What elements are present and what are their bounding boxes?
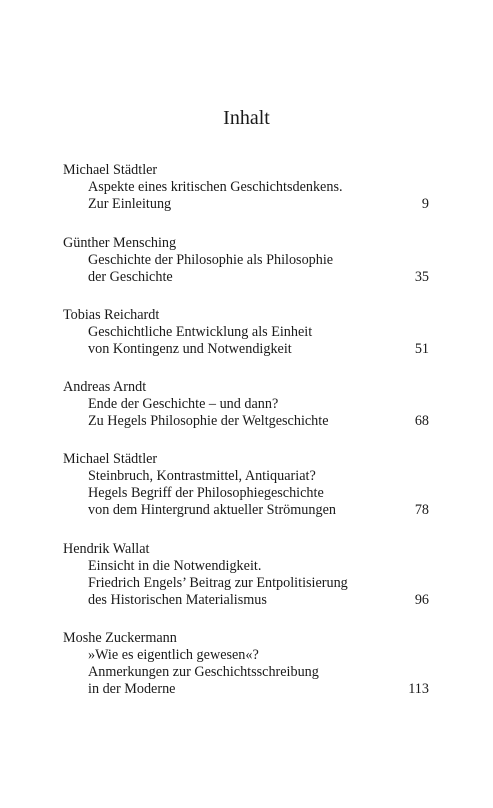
toc-entry (63, 379, 429, 430)
toc-title-line: Ende der Geschichte – und dann? (88, 396, 279, 412)
toc-author: Hendrik Wallat (63, 541, 150, 557)
toc-page-number: 51 (414, 341, 429, 357)
toc-page-number: 78 (414, 502, 429, 518)
toc-title-line-last: des Historischen Materialismus 96 (88, 592, 429, 608)
toc-author: Tobias Reichardt (63, 307, 160, 323)
toc-author: Günther Mensching (63, 235, 177, 251)
toc-entry (63, 630, 429, 698)
toc-title-line: Einsicht in die Notwendigkeit. (88, 558, 262, 574)
toc-entry (63, 451, 429, 519)
toc-entry (63, 541, 429, 609)
toc-author: Michael Städtler (63, 162, 158, 178)
toc-author: Andreas Arndt (63, 379, 147, 395)
toc-title-line: Geschichte der Philosophie als Philosophie (88, 252, 334, 268)
toc-author: Moshe Zuckermann (63, 630, 177, 646)
toc-title-line-last: Zu Hegels Philosophie der Weltgeschichte 68 (88, 413, 429, 429)
toc-title-line: Friedrich Engels’ Beitrag zur Entpolitisierung (88, 575, 348, 591)
toc-title-line-last: von Kontingenz und Notwendigkeit 51 (88, 341, 429, 357)
toc-page-number: 35 (414, 269, 429, 285)
toc-entry (63, 162, 429, 213)
toc-page-number: 96 (414, 592, 429, 608)
page-title: Inhalt (223, 107, 270, 129)
toc-page-number: 113 (408, 681, 429, 697)
toc-title-line: Anmerkungen zur Geschichtsschreibung (88, 664, 319, 680)
toc-title-line-last: der Geschichte 35 (88, 269, 429, 285)
toc-title-line: Steinbruch, Kontrastmittel, Antiquariat? (88, 468, 316, 484)
toc-title-line-last: in der Moderne 113 (88, 681, 429, 697)
toc-title-line-last: Zur Einleitung 9 (88, 196, 429, 212)
toc-page-number: 9 (421, 196, 429, 212)
toc-title-line: Aspekte eines kritischen Geschichtsdenkens. (88, 179, 343, 195)
toc-title-line: Geschichtliche Entwicklung als Einheit (88, 324, 313, 340)
toc-entry (63, 307, 429, 358)
toc-title-line: »Wie es eigentlich gewesen«? (88, 647, 259, 663)
toc-page-number: 68 (414, 413, 429, 429)
toc-title-line: Hegels Begriff der Philosophiegeschichte (88, 485, 324, 501)
toc-entry (63, 235, 429, 286)
toc-author: Michael Städtler (63, 451, 158, 467)
toc-title-line-last: von dem Hintergrund aktueller Strömungen 78 (88, 502, 429, 518)
